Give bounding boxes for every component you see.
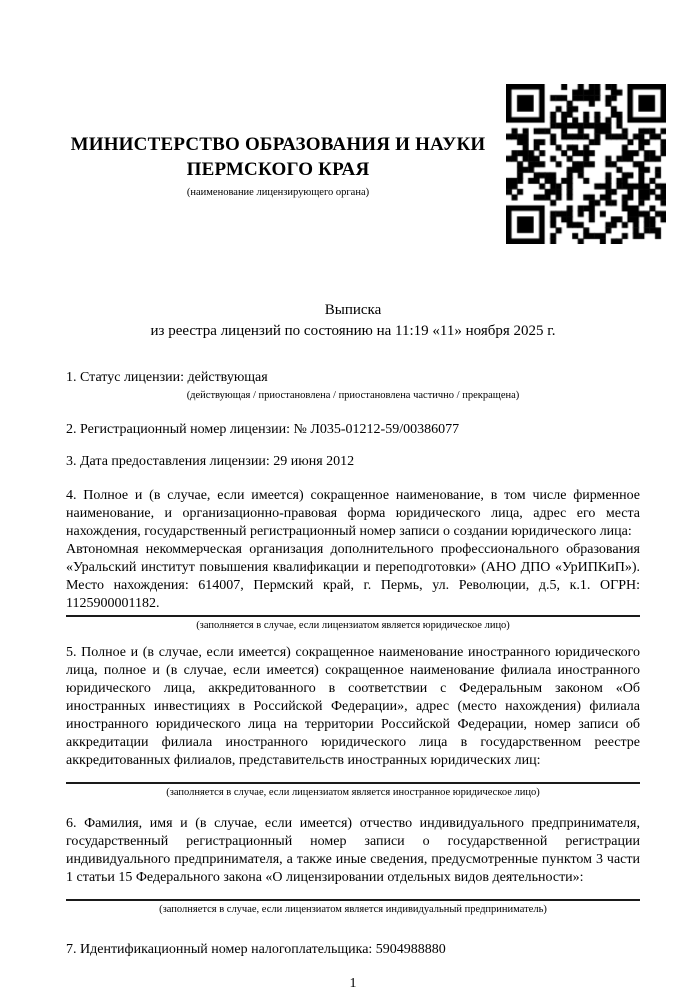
license-date-text: 3. Дата предоставления лицензии: 29 июня 2012 [66, 454, 355, 469]
legal-entity-label: 4. Полное и (в случае, если имеется) сокращенное наименование, в том числе фирменное наименование, и организационно-правовая форма юридического лица, адрес его места нахождения, государственный регистрационный номер записи о создании юридического лица: [66, 488, 640, 539]
license-status-caption: (действующая / приостановлена / приостановлена частично / прекращена) [186, 390, 520, 401]
taxpayer-number-text: 7. Идентификационный номер налогоплательщика: 5904988880 [66, 942, 446, 957]
qr-code [506, 84, 666, 244]
underline-rule [66, 615, 640, 617]
individual-entrepreneur-label: 6. Фамилия, имя и (в случае, если имеется) отчество индивидуального предпринимателя, государственный регистрационный номер записи о государственной регистрации индивидуального предпринимателя, а также иные сведения, предусмотренные пунктом 3 части 1 статьи 15 Федерального закона «О лицензировании отдельных видов деятельности»: [66, 816, 640, 885]
item-license-date [66, 453, 640, 471]
empty-value-space [66, 770, 640, 780]
underline-rule [66, 782, 640, 784]
individual-entrepreneur-caption: (заполняется в случае, если лицензиатом является индивидуальный предприниматель) [159, 904, 547, 915]
license-status-text: 1. Статус лицензии: действующая [66, 370, 268, 385]
ministry-name-line1: МИНИСТЕРСТВО ОБРАЗОВАНИЯ И НАУКИ [70, 134, 486, 155]
page-number: 1 [349, 976, 357, 989]
item-taxpayer-number [66, 941, 640, 959]
licensing-authority-caption: (наименование лицензирующего органа) [186, 187, 370, 198]
document-title [66, 300, 640, 342]
title-line1: Выписка [324, 302, 382, 318]
underline-rule [66, 899, 640, 901]
empty-value-space [66, 887, 640, 897]
title-line2: из реестра лицензий по состоянию на 11:19 «11» ноября 2025 г. [150, 323, 556, 339]
legal-entity-value: Автономная некоммерческая организация дополнительного профессионального образования «Уральский институт повышения квалификации и переподготовки» (АНО ДПО «УрИПКиП»). Место нахождения: 614007, Пермский край, г. Пермь, ул. Революции, д.5, к.1. ОГРН: 1125900001182. [66, 542, 640, 611]
registration-number-text: 2. Регистрационный номер лицензии: № Л035-01212-59/00386077 [66, 422, 460, 437]
item-license-status [66, 369, 640, 402]
legal-entity-caption: (заполняется в случае, если лицензиатом является юридическое лицо) [196, 620, 510, 631]
item-registration-number [66, 421, 640, 439]
item-individual-entrepreneur [66, 815, 640, 916]
foreign-entity-label: 5. Полное и (в случае, если имеется) сокращенное наименование иностранного юридического лица, полное и (в случае, если имеется) сокращенное наименование филиала иностранного юридического лица, аккредитованного в соответствии с Федеральным законом «Об иностранных инвестициях в Российской Федерации», адрес (место нахождения) филиала иностранного юридического лица на территории Российской Федерации, номер записи об аккредитации филиала иностранного юридического лица в государственном реестре аккредитованных филиалов, представительств иностранных юридических лиц: [66, 645, 640, 768]
ministry-name-line2: ПЕРМСКОГО КРАЯ [186, 159, 370, 180]
item-foreign-entity [66, 644, 640, 799]
foreign-entity-caption: (заполняется в случае, если лицензиатом является иностранное юридическое лицо) [166, 787, 540, 798]
ministry-header [66, 132, 490, 199]
item-legal-entity [66, 487, 640, 632]
